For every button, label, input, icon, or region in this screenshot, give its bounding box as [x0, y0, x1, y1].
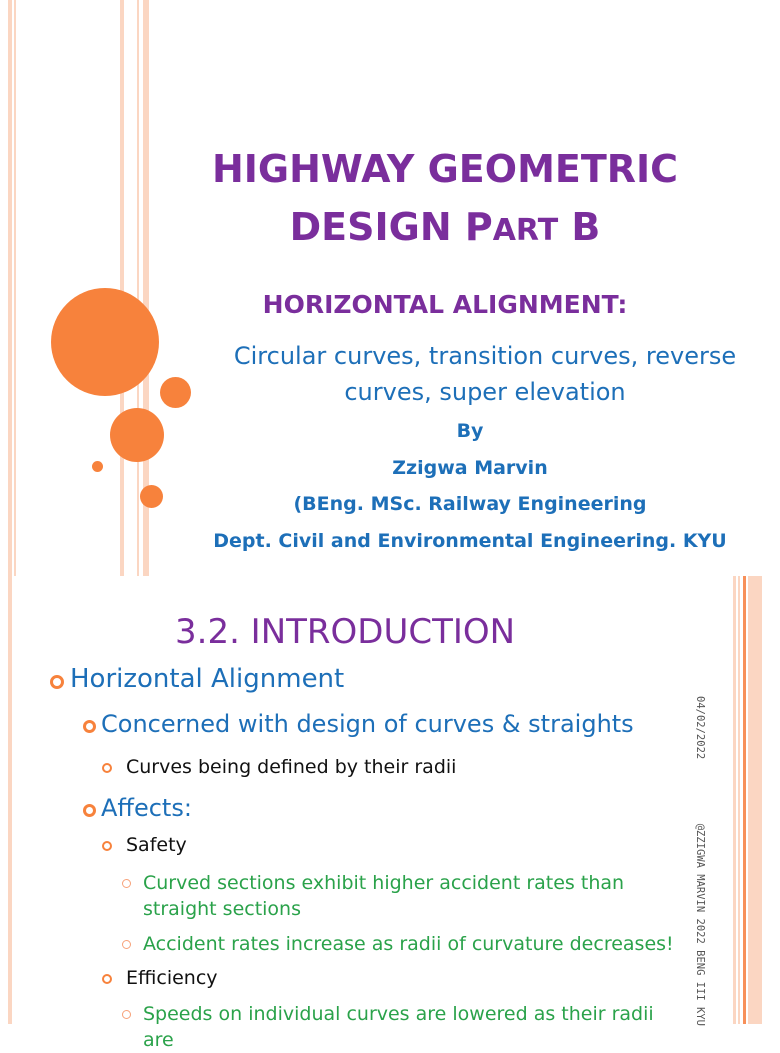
subtitle-topics [205, 338, 765, 410]
bullet-ring-icon [102, 763, 112, 773]
subtitle-heading: HORIZONTAL ALIGNMENT: [262, 290, 628, 319]
title-line-2-smallcaps: ART [492, 213, 559, 248]
bullet-efficiency [102, 967, 218, 989]
title-line-2-end: B [558, 205, 601, 249]
content-slide [0, 576, 768, 1051]
right-stripe [733, 576, 736, 1024]
inner-stripe [137, 0, 139, 576]
left-stripe [8, 0, 12, 576]
bullet-ring-icon [122, 879, 131, 888]
bullet-ring-icon [122, 1010, 131, 1019]
bullet-speeds [122, 1001, 682, 1053]
bullet-text: Efficiency [126, 967, 218, 989]
author-department: Dept. Civil and Environmental Engineering. KYU [213, 530, 727, 552]
bullet-text: Concerned with design of curves & straights [101, 710, 634, 738]
author-qualifications: (BEng. MSc. Railway Engineering [293, 493, 647, 515]
bullet-ring-icon [50, 675, 64, 689]
author-name: Zzigwa Marvin [392, 457, 548, 479]
right-stripe [738, 576, 740, 1024]
footer-credit: @ZZIGWA MARVIN 2022 BENG III KYU [694, 823, 706, 1026]
decorative-circle [140, 485, 163, 508]
bullet-curves-radii [102, 756, 456, 778]
bullet-text: Curved sections exhibit higher accident rates than straight sections [143, 872, 625, 920]
bullet-concerned [83, 710, 634, 738]
left-stripe [14, 0, 16, 576]
bullet-ring-icon [83, 804, 96, 817]
bullet-ring-icon [122, 940, 131, 949]
slide-footer [694, 696, 706, 1026]
left-stripe [8, 576, 12, 1024]
bullet-text: Safety [126, 834, 187, 856]
footer-date: 04/02/2022 [694, 696, 706, 760]
bullet-text: Horizontal Alignment [70, 664, 345, 694]
subtitle-line-2: curves, super elevation [344, 378, 626, 406]
bullet-ring-icon [102, 974, 112, 984]
subtitle-line-1: Circular curves, transition curves, reverse [233, 342, 737, 370]
title-line-2: DESIGN P [289, 205, 493, 249]
inner-stripe [120, 0, 124, 576]
by-label: By [456, 420, 484, 442]
decorative-circle [110, 408, 164, 462]
bullet-accident-rates [122, 931, 682, 957]
right-stripe-accent [743, 576, 746, 1024]
decorative-circle-small [92, 461, 103, 472]
section-title: 3.2. INTRODUCTION [175, 612, 516, 652]
decorative-circle-large [51, 288, 159, 396]
bullet-text: Speeds on individual curves are lowered as their radii are [143, 1003, 654, 1051]
decorative-circle [160, 377, 191, 408]
title-line-1: HIGHWAY GEOMETRIC [211, 147, 679, 191]
bullet-text: Curves being defined by their radii [126, 756, 457, 778]
bullet-ring-icon [102, 841, 112, 851]
bullet-curved-sections [122, 870, 682, 922]
bullet-text: Affects: [101, 794, 192, 822]
bullet-text: Accident rates increase as radii of curvature decreases! [143, 933, 674, 955]
bullet-affects [83, 794, 192, 822]
bullet-safety [102, 834, 187, 856]
right-stripe [748, 576, 762, 1024]
bullet-horizontal-alignment [50, 664, 344, 694]
presentation-title [190, 140, 700, 260]
bullet-ring-icon [83, 720, 96, 733]
